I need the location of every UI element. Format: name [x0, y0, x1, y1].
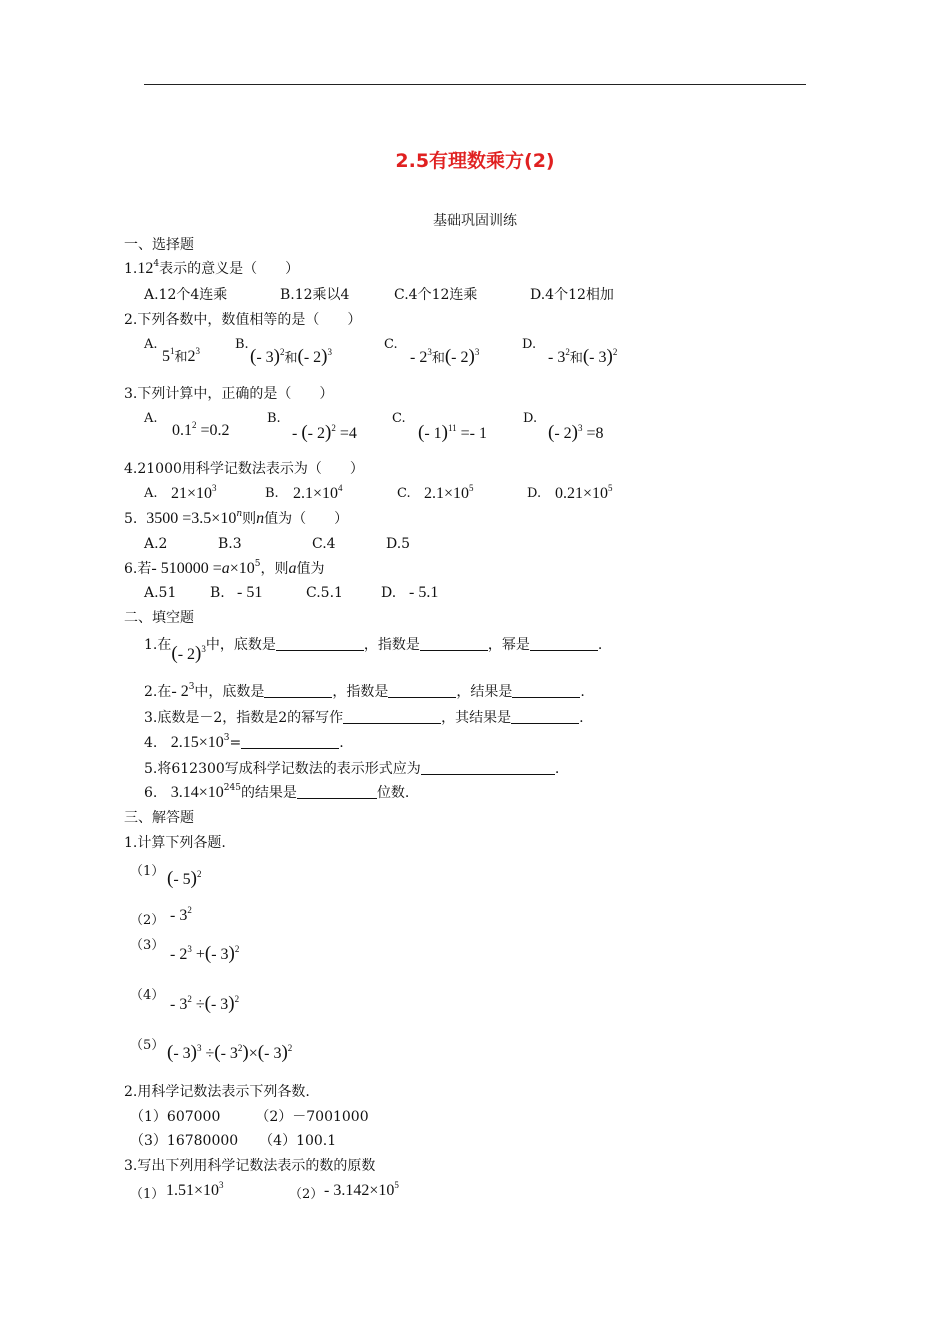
q3-option-a: $0.1^2 =0.2$: [172, 420, 230, 439]
question-2: 2.下列各数中，数值相等的是（ ）: [124, 312, 362, 328]
solve-3-part-2: - $3.142\times 10^5$: [324, 1180, 399, 1199]
q2-option-a: $5^1$和$2^3$: [162, 346, 201, 365]
solve-2-heading: 2.用科学记数法表示下列各数.: [124, 1084, 310, 1100]
q5-option-a: A.2: [144, 536, 168, 552]
fill-4: 4. $2.15\times 10^3=$ .: [144, 733, 344, 751]
q6-option-a: A.51: [144, 585, 177, 601]
q4-option-d: $0.21\times 10^5$: [555, 483, 613, 502]
q5-option-c: C.4: [312, 536, 336, 552]
fill-6-blank[interactable]: [297, 784, 377, 799]
section-heading-1: 一、选择题: [124, 237, 194, 253]
solve-2-row-1: （1）607000 （2）－7001000: [130, 1109, 369, 1125]
question-6: 6.若- $510000 =a\times 10^5$，则a值为: [124, 559, 325, 577]
q1-option-a: A.12个4连乘: [144, 287, 228, 303]
solve-3-heading: 3.写出下列用科学记数法表示的数的原数: [124, 1158, 376, 1174]
question-1: 1.12$^4$表示的意义是（ ）: [124, 259, 300, 277]
q1-option-c: C.4个12连乘: [394, 287, 478, 303]
fill-2-blank-2[interactable]: [388, 683, 456, 698]
solve-1-part-5: (- 3)$^3$ ÷(- $3^2)\times(-$ 3)$^2$: [167, 1042, 293, 1063]
fill-4-blank[interactable]: [241, 734, 339, 749]
q2-option-b: (- 3)$^2$和(- 2)$^3$: [250, 346, 332, 367]
question-3: 3.下列计算中，正确的是（ ）: [124, 386, 334, 402]
fill-1: 1.在(- 2)$^3$中，底数是 ，指数是 ，幂是 .: [144, 637, 603, 664]
solve-1-part-4: - $3^2$ ÷(- 3)$^2$: [170, 993, 240, 1014]
fill-3-blank-2[interactable]: [511, 709, 579, 724]
fill-3-blank-1[interactable]: [343, 709, 441, 724]
q6-option-c: C.5.1: [306, 585, 343, 601]
fill-2: 2.在- $2^3$中，底数是 ，指数是 ，结果是 .: [144, 682, 585, 700]
solve-3-part-1: $1.51\times 10^3$: [166, 1180, 224, 1199]
q5-option-d: D.5: [386, 536, 411, 552]
header-rule: [144, 84, 806, 85]
q4-option-b: $2.1\times 10^4$: [293, 483, 343, 502]
q3-option-b: - (- 2)$^2$ =4: [292, 422, 357, 443]
solve-1-part-1: (- 5)$^2$: [167, 868, 202, 889]
q4-option-a: $21\times 10^3$: [171, 483, 217, 502]
q3-option-d: (- 2)$^3$ =8: [548, 422, 604, 443]
q3-option-c: (- 1)$^{11}$ =- 1: [418, 422, 488, 443]
fill-1-blank-3[interactable]: [530, 636, 598, 651]
fill-1-blank-2[interactable]: [420, 636, 488, 651]
q2-option-d: - $3^2$和(- 3)$^2$: [548, 346, 618, 367]
page-subtitle: 基础巩固训练: [433, 213, 517, 229]
q5-option-b: B.3: [218, 536, 242, 552]
q1-option-b: B.12乘以4: [280, 287, 350, 303]
fill-5-blank[interactable]: [421, 760, 555, 775]
fill-6: 6. $3.14\times 10^{245}$的结果是 位数.: [144, 783, 410, 801]
solve-1-heading: 1.计算下列各题.: [124, 835, 226, 851]
question-4: 4.21000用科学记数法表示为（ ）: [124, 461, 364, 477]
solve-2-row-2: （3）16780000 （4）100.1: [130, 1133, 337, 1149]
section-heading-2: 二、填空题: [124, 610, 194, 626]
fill-1-blank-1[interactable]: [276, 636, 364, 651]
fill-2-blank-1[interactable]: [264, 683, 332, 698]
q2-option-c: - $2^3$和(- 2)$^3$: [410, 346, 480, 367]
solve-1-part-3: - $2^3$ +(- 3)$^2$: [170, 943, 240, 964]
page-title: 2.5有理数乘方(2): [395, 150, 555, 172]
question-5: 5. $3500 =3.5\times 10^n$则n值为（ ）: [124, 509, 349, 527]
fill-3: 3.底数是－2，指数是2的幂写作 ，其结果是 .: [144, 710, 584, 726]
q1-option-d: D.4个12相加: [530, 287, 614, 303]
q1-base: 12: [137, 260, 154, 277]
q4-option-c: $2.1\times 10^5$: [424, 483, 474, 502]
solve-1-part-2: - $3^2$: [170, 905, 192, 924]
q6-option-d: - 5.1: [409, 584, 439, 601]
fill-2-blank-3[interactable]: [512, 683, 580, 698]
q6-option-b: - 51: [237, 584, 263, 601]
section-heading-3: 三、解答题: [124, 810, 194, 826]
fill-5: 5.将612300写成科学记数法的表示形式应为 .: [144, 761, 560, 777]
